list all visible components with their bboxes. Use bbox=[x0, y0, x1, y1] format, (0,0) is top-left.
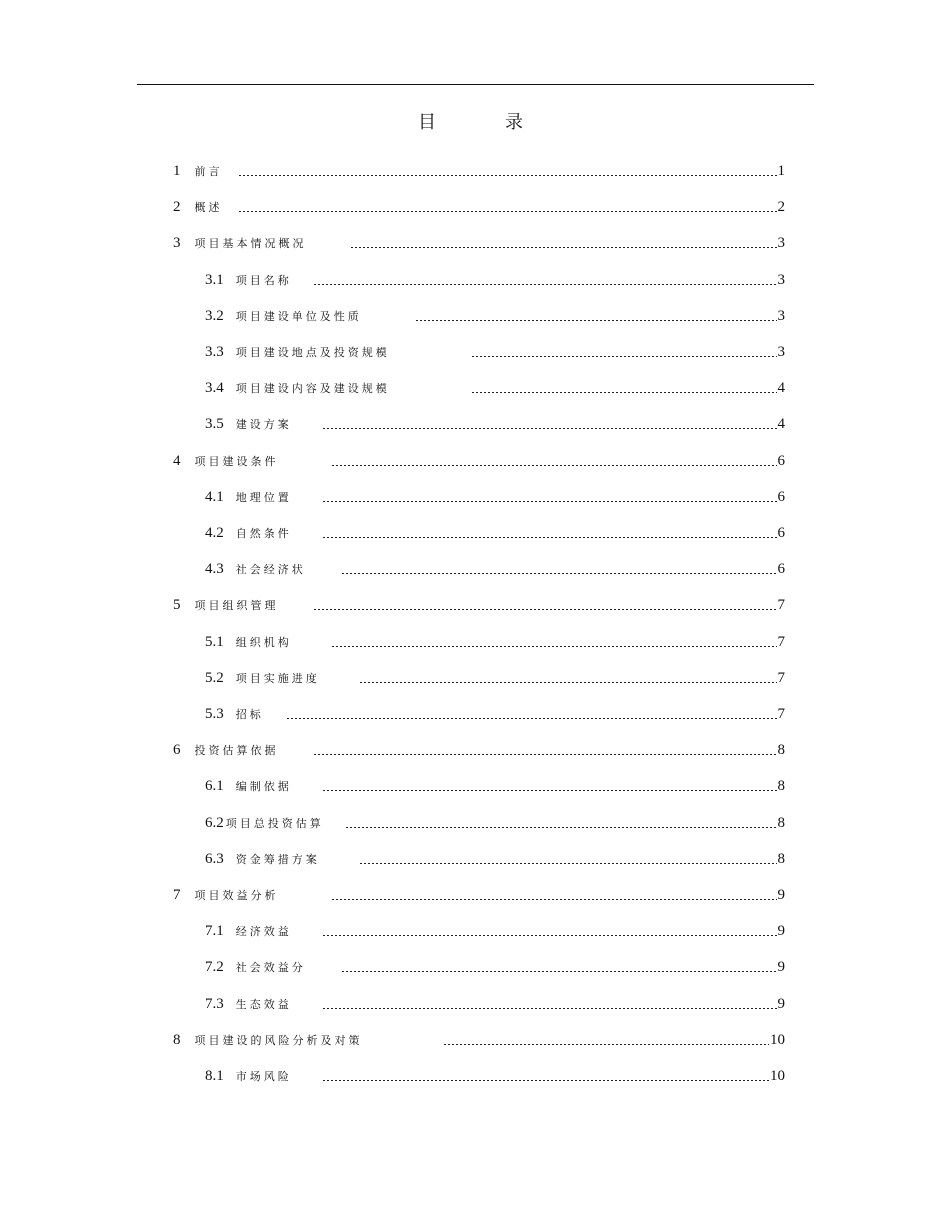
toc-entry-label: 生态效益 bbox=[235, 998, 292, 1011]
toc-entry-page: 7 bbox=[777, 633, 785, 650]
toc-leader-dots bbox=[345, 827, 777, 828]
toc-entry-label: 组织机构 bbox=[235, 636, 292, 649]
toc-entry[interactable] bbox=[173, 592, 785, 618]
toc-entry[interactable] bbox=[205, 701, 785, 727]
toc-entry-number: 2 bbox=[173, 199, 181, 216]
toc-entry-number: 5 bbox=[173, 597, 181, 614]
toc-entry-page: 10 bbox=[770, 1068, 785, 1084]
toc-entry-label: 市场风险 bbox=[235, 1071, 292, 1083]
toc-entry-number: 3.3 bbox=[205, 344, 224, 360]
toc-entry-number: 8 bbox=[173, 1031, 181, 1048]
toc-entry-label: 项目名称 bbox=[235, 274, 292, 287]
toc-leader-dots bbox=[322, 428, 777, 429]
toc-entry-page: 3 bbox=[777, 235, 785, 252]
toc-title bbox=[0, 110, 950, 134]
toc-entry[interactable] bbox=[205, 846, 785, 872]
toc-entry-number: 7.2 bbox=[205, 959, 224, 976]
toc-entry[interactable] bbox=[205, 484, 785, 510]
toc-leader-dots bbox=[341, 573, 777, 574]
toc-entry-number: 8.1 bbox=[205, 1068, 224, 1084]
toc-entry-label: 项目效益分析 bbox=[194, 890, 279, 902]
toc-entry-page: 6 bbox=[777, 452, 785, 469]
toc-entry-page: 2 bbox=[777, 199, 785, 216]
toc-entry-label: 项目建设条件 bbox=[194, 455, 279, 468]
title-char-1: 目 bbox=[418, 112, 436, 132]
toc-entry-page: 6 bbox=[777, 488, 785, 505]
toc-leader-dots bbox=[415, 320, 777, 321]
toc-entry[interactable] bbox=[205, 629, 785, 655]
toc-leader-dots bbox=[471, 392, 777, 393]
toc-entry-number: 4 bbox=[173, 452, 181, 469]
toc-entry-number: 6.3 bbox=[205, 850, 224, 867]
toc-leader-dots bbox=[331, 646, 777, 647]
toc-leader-dots bbox=[238, 175, 777, 176]
toc-leader-dots bbox=[322, 1008, 777, 1009]
toc-entry-label: 地理位置 bbox=[235, 491, 292, 504]
toc-entry-label: 前言 bbox=[194, 166, 223, 178]
toc-entry-number: 1 bbox=[173, 163, 181, 179]
toc-entry[interactable] bbox=[173, 1027, 785, 1053]
toc-entry-number: 6 bbox=[173, 742, 181, 759]
toc-entry-number: 3.5 bbox=[205, 416, 224, 433]
toc-entry[interactable] bbox=[205, 267, 785, 293]
toc-entry-number: 7 bbox=[173, 887, 181, 903]
toc-entry[interactable] bbox=[205, 303, 785, 329]
toc-leader-dots bbox=[359, 863, 777, 864]
toc-entry[interactable] bbox=[173, 194, 785, 220]
toc-entry-number: 6.1 bbox=[205, 778, 224, 795]
toc-entry[interactable] bbox=[173, 230, 785, 256]
toc-entry-label: 资金筹措方案 bbox=[235, 853, 320, 866]
toc-leader-dots bbox=[350, 247, 777, 248]
toc-leader-dots bbox=[359, 682, 777, 683]
toc-entry-label: 编制依据 bbox=[235, 781, 292, 794]
toc-entry-number: 3.1 bbox=[205, 271, 224, 288]
toc-entry-number: 3.2 bbox=[205, 307, 224, 324]
toc-entry[interactable] bbox=[173, 158, 785, 184]
toc-entry[interactable] bbox=[173, 737, 785, 763]
toc-entry[interactable] bbox=[205, 810, 785, 836]
toc-entry[interactable] bbox=[205, 339, 785, 365]
toc-entry-page: 4 bbox=[777, 380, 785, 397]
toc-entry-number: 4.2 bbox=[205, 525, 224, 541]
toc-entry-number: 5.1 bbox=[205, 633, 224, 650]
toc-entry-label: 经济效益 bbox=[235, 926, 292, 939]
toc-entry-label: 投资估算依据 bbox=[194, 745, 279, 758]
toc-entry-label: 社会效益分 bbox=[235, 962, 306, 975]
toc-entry-page: 6 bbox=[777, 561, 785, 578]
toc-entry[interactable] bbox=[173, 448, 785, 474]
toc-entry[interactable] bbox=[205, 375, 785, 401]
toc-entry-page: 3 bbox=[777, 307, 785, 324]
toc-entry-number: 5.3 bbox=[205, 706, 224, 722]
toc-leader-dots bbox=[322, 1080, 769, 1081]
toc-entry-number: 7.1 bbox=[205, 923, 224, 940]
toc-entry-page: 8 bbox=[777, 814, 785, 831]
toc-entry[interactable] bbox=[205, 918, 785, 944]
toc-entry-page: 8 bbox=[777, 742, 785, 759]
toc-leader-dots bbox=[331, 899, 777, 900]
toc-entry-label: 概述 bbox=[194, 202, 223, 215]
toc-entry[interactable] bbox=[205, 1063, 785, 1089]
toc-entry-page: 9 bbox=[777, 923, 785, 940]
toc-entry-page: 3 bbox=[777, 344, 785, 360]
toc-entry-page: 8 bbox=[777, 778, 785, 795]
toc-leader-dots bbox=[341, 971, 777, 972]
toc-leader-dots bbox=[322, 537, 777, 538]
title-char-2: 录 bbox=[505, 112, 523, 132]
toc-entry[interactable] bbox=[205, 773, 785, 799]
toc-entry-number: 4.1 bbox=[205, 488, 224, 505]
header-rule bbox=[137, 84, 814, 85]
toc-leader-dots bbox=[313, 609, 777, 610]
toc-entry-page: 6 bbox=[777, 525, 785, 541]
toc-entry-label: 建设方案 bbox=[235, 419, 292, 432]
toc-entry-page: 1 bbox=[777, 163, 785, 179]
toc-leader-dots bbox=[286, 718, 777, 719]
toc-entry-label: 项目总投资估算 bbox=[225, 817, 324, 830]
toc-entry[interactable] bbox=[205, 991, 785, 1017]
toc-leader-dots bbox=[322, 790, 777, 791]
toc-entry-page: 9 bbox=[777, 995, 785, 1012]
toc-entry[interactable] bbox=[205, 556, 785, 582]
toc-entry-page: 4 bbox=[777, 416, 785, 433]
toc-entry-page: 7 bbox=[777, 706, 785, 722]
toc-entry[interactable] bbox=[205, 954, 785, 980]
toc-entry-label: 招标 bbox=[235, 709, 264, 721]
toc-leader-dots bbox=[322, 501, 777, 502]
toc-leader-dots bbox=[443, 1044, 769, 1045]
toc-leader-dots bbox=[471, 356, 777, 357]
toc-entry-label: 社会经济状 bbox=[235, 564, 306, 577]
toc-entry-page: 9 bbox=[777, 887, 785, 903]
toc-entry-label: 项目建设单位及性质 bbox=[235, 310, 362, 323]
toc-entry-label: 自然条件 bbox=[235, 528, 292, 540]
toc-entry-label: 项目建设内容及建设规模 bbox=[235, 383, 390, 396]
toc-entry-page: 3 bbox=[777, 271, 785, 288]
toc-entry-number: 4.3 bbox=[205, 561, 224, 578]
toc-leader-dots bbox=[322, 935, 777, 936]
toc-entry[interactable] bbox=[205, 411, 785, 437]
toc-entry[interactable] bbox=[205, 520, 785, 546]
toc-leader-dots bbox=[331, 465, 777, 466]
toc-entry-page: 10 bbox=[770, 1031, 785, 1048]
toc-entry-number: 7.3 bbox=[205, 995, 224, 1012]
toc-entry-number: 3.4 bbox=[205, 380, 224, 397]
toc-entry-label: 项目基本情况概况 bbox=[194, 238, 307, 251]
toc-entry-page: 7 bbox=[777, 669, 785, 686]
toc-entry-number: 6.2 bbox=[205, 814, 224, 831]
toc-leader-dots bbox=[238, 211, 777, 212]
toc-entry-label: 项目建设地点及投资规模 bbox=[235, 347, 390, 359]
toc-leader-dots bbox=[313, 754, 777, 755]
toc-entry[interactable] bbox=[205, 665, 785, 691]
toc-entry-label: 项目实施进度 bbox=[235, 672, 320, 685]
toc-entry-page: 7 bbox=[777, 597, 785, 614]
toc-entry-page: 8 bbox=[777, 850, 785, 867]
toc-entry-page: 9 bbox=[777, 959, 785, 976]
toc-entry-number: 3 bbox=[173, 235, 181, 252]
toc-entry[interactable] bbox=[173, 882, 785, 908]
toc-entry-label: 项目组织管理 bbox=[194, 600, 279, 613]
toc-entry-label: 项目建设的风险分析及对策 bbox=[194, 1034, 363, 1047]
toc-entry-number: 5.2 bbox=[205, 669, 224, 686]
toc-leader-dots bbox=[313, 284, 777, 285]
